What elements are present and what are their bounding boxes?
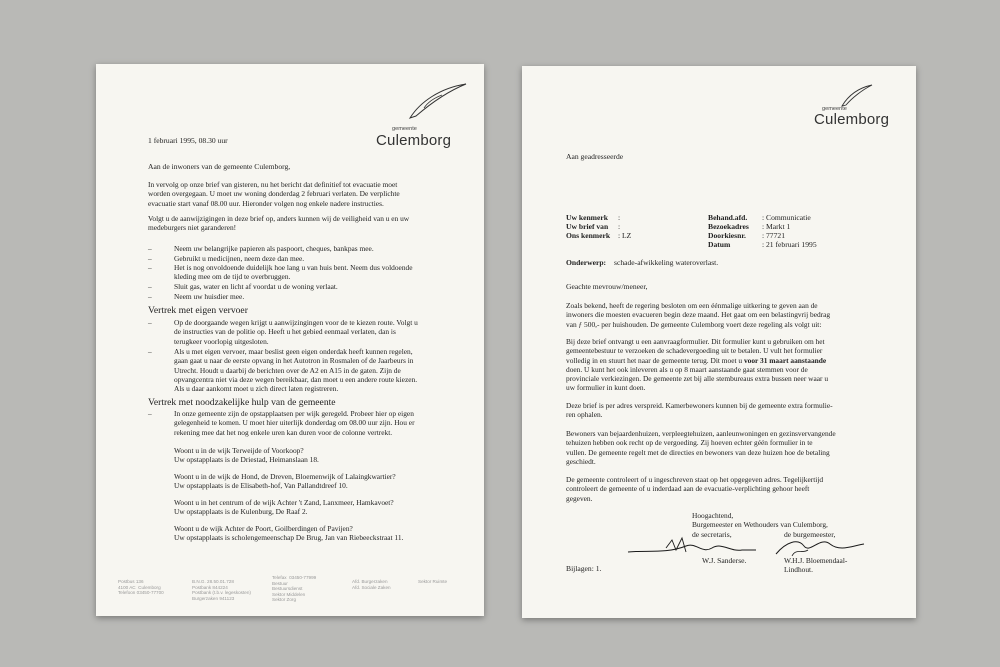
ref-label: Datum [708, 240, 731, 249]
ref-label: Uw brief van [566, 222, 609, 231]
letter-date: 1 februari 1995, 08.30 uur [148, 136, 228, 145]
logo-name: Culemborg [814, 111, 890, 128]
section-heading-municipal-help: Vertrek met noodzakelijke hulp van de gemeente [148, 397, 336, 408]
ref-value: : Markt 1 [762, 222, 791, 231]
culemborg-logo-swoosh-icon [840, 84, 874, 108]
intro-paragraph: In vervolg op onze brief van gisteren, nu het bericht dat definitief tot evacuatie moet worden overgegaan. U moet uw woning donderdag 2 februari verlaten. De verplichte evacuatie start vanaf 08.00 uur. Hieronder volgen nog enkele nadere instructies. [148, 180, 400, 208]
logo-name: Culemborg [376, 132, 452, 149]
paragraph-3: Deze brief is per adres verspreid. Kamerbewoners kunnen bij de gemeente extra formulie- ren ophalen. [566, 401, 833, 420]
secretary-name: W.J. Sanderse. [702, 556, 747, 565]
logo-small-text: gemeente [392, 126, 417, 132]
closing: Hoogachtend, Burgemeester en Wethouders van Culemborg, [692, 511, 828, 530]
ref-value: : [618, 213, 621, 222]
bullet-dash: – [148, 318, 152, 327]
subject-label: Onderwerp: [566, 258, 607, 267]
section1-paragraph1: Op de doorgaande wegen krijgt u aanwijzingingen voor de te kiezen route. Volgt u de instructies van de politie op. Heeft u het gebied eenmaal verlaten, dan is terugkeer voorlopig uitgesloten. [174, 318, 418, 346]
section1-paragraph2: Als u met eigen vervoer, maar beslist geen eigen onderdak heeft kunnen regelen, gaan gaat u naar de eerste opvang in het Autotron in Rosmalen of de Jaarbeurs in Utrecht. Houdt u daarbij de berichten over de A2 en A15 in de gaten. Zijn de opvangcentra niet via deze wegen bereikbaar, dan moet u een andere route kiezen. Als u daar aankomt moet u zich direct laten registreren. [174, 347, 418, 394]
footer-sector: Sektor Ruimte [418, 579, 448, 584]
instruction-paragraph: Volgt u de aanwijzigingen in deze brief op, anders kunnen wij de veiligheid van u en uw medeburgers niet garanderen! [148, 214, 410, 233]
bullet-dash: – [148, 254, 152, 263]
secretary-title: de secretaris, [692, 530, 732, 539]
pickup-place: Woont u in het centrum of de wijk Achter 't Zand, Lanxmeer, Hamkavoet? Uw opstapplaats is de Kulenburg, De Raaf 2. [174, 498, 394, 517]
bullet-item: Neem uw belangrijke papieren als paspoort, cheques, bankpas mee. [174, 244, 374, 253]
subject: schade-afwikkeling wateroverlast. [614, 258, 719, 267]
bullet-dash: – [148, 282, 152, 291]
pickup-place: Woont u in de wijk Terweijde of Voorkoop? Uw opstapplaats is de Driestad, Heimanslaan 18. [174, 446, 319, 465]
bullet-item: Sluit gas, water en licht af voordat u de woning verlaat. [174, 282, 338, 291]
footer-address: Postbus 136 4100 AC Culemborg Telefoon 03450-77700 [118, 579, 164, 596]
mayor-name: W.H.J. Bloemendaal- Lindhout. [784, 556, 848, 575]
letter-evacuation [96, 64, 484, 616]
ref-value: : Communicatie [762, 213, 811, 222]
culemborg-logo-swoosh-icon [406, 82, 470, 122]
bullet-dash: – [148, 263, 152, 272]
section2-paragraph: In onze gemeente zijn de opstapplaatsen per wijk geregeld. Probeer hier op eigen gelegenheid te komen. U moet hier uiterlijk donderdag om 08.00 uur zijn. Hou er rekening mee dat het nog enkele uren kan duren voor de colonne vertrekt. [174, 409, 415, 437]
salutation: Aan de inwoners van de gemeente Culemborg, [148, 162, 291, 171]
paragraph-2: Bij deze brief ontvangt u een aanvraagformulier. Dit formulier kunt u gebruiken om het gemeentebestuur te verzoeken de schadevergoeding uit te betalen. U vult het formulier volledig in en stuurt het naar de gemeente terug. Dit moet u voor 31 maart aanstaande doen. U kunt het ook inleveren als u op 8 maart aanstaande gaat stemmen voor de provinciale verkiezingen. De gemeente zet bij alle stembureaus extra bussen neer waar u uw formulier in kunt doen. [566, 337, 829, 393]
footer-affairs: Afd. Burgerzaken Afd. Sociale Zaken [352, 579, 391, 590]
ref-value: : 77721 [762, 231, 785, 240]
ref-label: Behand.afd. [708, 213, 748, 222]
pickup-place: Woont u de wijk Achter de Poort, Goilberdingen of Pavijen? Uw opstapplaats is scholengemeenschap De Brug, Jan van Riebeeckstraat 11. [174, 524, 404, 543]
ref-value: : LZ [618, 231, 632, 240]
ref-label: Doorkiesnr. [708, 231, 746, 240]
footer-bank: B.N.G. 28.50.01.728 Postbank 844224 Postbank (t.b.v. legeskosten) Burgerzaken 941123 [192, 579, 251, 601]
bullet-dash: – [148, 292, 152, 301]
paragraph-5: De gemeente controleert of u ingeschreven staat op het opgegeven adres. Tegelijkertijd controleert de gemeente of u inderdaad aan de evacuatie-verplichting gehoor heeft gegeven. [566, 475, 824, 503]
salutation: Geachte mevrouw/meneer, [566, 282, 648, 291]
ref-value: : 21 februari 1995 [762, 240, 817, 249]
ref-value: : [618, 222, 621, 231]
bullet-item: Het is nog onvoldoende duidelijk hoe lang u van huis bent. Neem dus voldoende kleding mee om de tijd te overbruggen. [174, 263, 413, 282]
section-heading-own-transport: Vertrek met eigen vervoer [148, 305, 248, 316]
pickup-place: Woont u in de wijk de Hond, de Dreven, Bloemenwijk of Lalaingkwartier? Uw opstapplaats is de Elisabeth-hof, Van Pallandtdreef 10. [174, 472, 396, 491]
ref-label: Ons kenmerk [566, 231, 611, 240]
mayor-title: de burgemeester, [784, 530, 836, 539]
bullet-item: Gebruikt u medicijnen, neem deze dan mee. [174, 254, 305, 263]
logo-small-text: gemeente [822, 106, 847, 112]
bullet-dash: – [148, 409, 152, 418]
paragraph-4: Bewoners van bejaardenhuizen, verpleegtehuizen, aanleunwoningen en gezinsvervangende tehuizen hebben ook recht op de vergoeding. Zij hoeven echter géén formulier in te vullen. De gemeente regelt met de directies en bewoners van deze huizen hoe de betaling geschiedt. [566, 429, 836, 466]
bullet-item: Neem uw huisdier mee. [174, 292, 245, 301]
ref-label: Bezoekadres [708, 222, 749, 231]
paragraph-1: Zoals bekend, heeft de regering besloten om een éénmalige uitkering te geven aan de inwoners die moesten evacueren begin deze maand. Het gaat om een belastingvrij bedrag van ƒ 500,- per huishouden. De gemeente Culemborg voert deze regeling als volgt uit: [566, 301, 831, 329]
ref-label: Uw kenmerk [566, 213, 608, 222]
letter-damage-settlement [522, 66, 916, 618]
enclosures: Bijlagen: 1. [566, 564, 602, 573]
bullet-dash: – [148, 244, 152, 253]
addressee: Aan geadresseerde [566, 152, 624, 161]
bullet-dash: – [148, 347, 152, 356]
footer-departments: Telefax 03450-77999 Bestuur Bestuursdienst Sektor Middelen Sektor Zorg [272, 575, 317, 603]
deadline: voor 31 maart aanstaande [743, 355, 827, 365]
